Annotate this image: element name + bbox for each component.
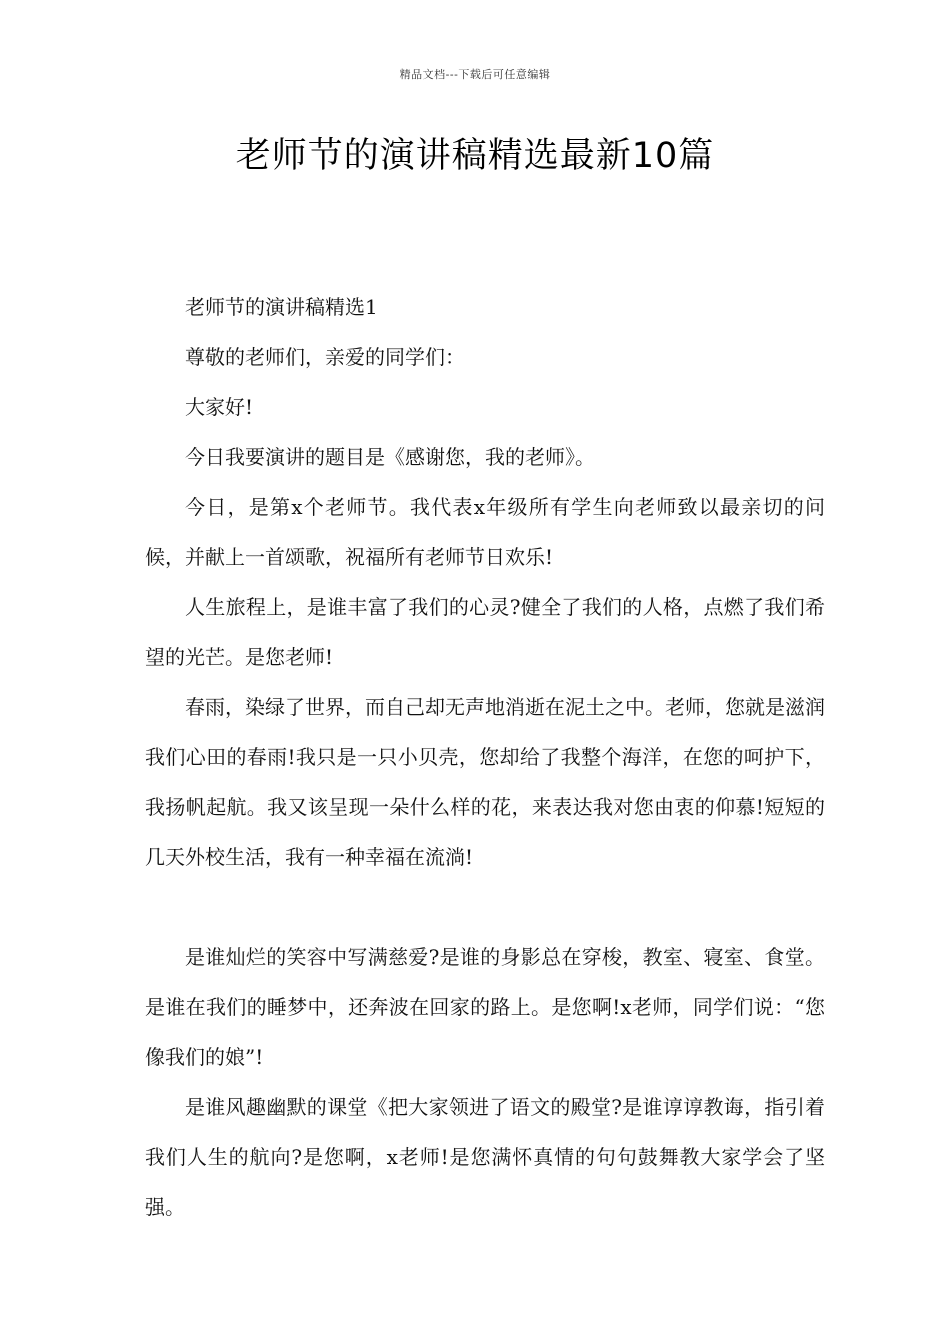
paragraph-salutation: 尊敬的老师们，亲爱的同学们：: [185, 345, 465, 369]
paragraph-body: 是谁灿烂的笑容中写满慈爱?是谁的身影总在穿梭，教室、寝室、食堂。是谁在我们的睡梦中，还奔波在回家的路上。是您啊!x老师，同学们说：“您像我们的娘”!: [145, 945, 825, 1069]
paragraph-body: 人生旅程上，是谁丰富了我们的心灵?健全了我们的人格，点燃了我们希望的光芒。是您老师!: [145, 595, 825, 669]
paragraph-body: 是谁风趣幽默的课堂《把大家领进了语文的殿堂?是谁谆谆教诲，指引着我们人生的航向?是您啊，x老师!是您满怀真情的句句鼓舞教大家学会了坚强。: [145, 1095, 825, 1219]
paragraph-topic: 今日我要演讲的题目是《感谢您，我的老师》。: [185, 445, 595, 469]
document-body: [145, 282, 825, 1232]
paragraph-body: 今日，是第x个老师节。我代表x年级所有学生向老师致以最亲切的问候，并献上一首颂歌，祝福所有老师节日欢乐!: [145, 495, 825, 569]
paragraph-section-heading: 老师节的演讲稿精选1: [185, 295, 378, 319]
header-note: 精品文档---下载后可任意编辑: [399, 68, 551, 81]
document-title: 老师节的演讲稿精选最新10篇: [235, 136, 715, 176]
paragraph-greeting: 大家好!: [185, 395, 254, 419]
paragraph-body: 春雨，染绿了世界，而自己却无声地消逝在泥土之中。老师，您就是滋润我们心田的春雨!我只是一只小贝壳，您却给了我整个海洋，在您的呵护下，我扬帆起航。我又该呈现一朵什么样的花，来表达我对您由衷的仰慕!短短的几天外校生活，我有一种幸福在流淌!: [145, 695, 825, 869]
